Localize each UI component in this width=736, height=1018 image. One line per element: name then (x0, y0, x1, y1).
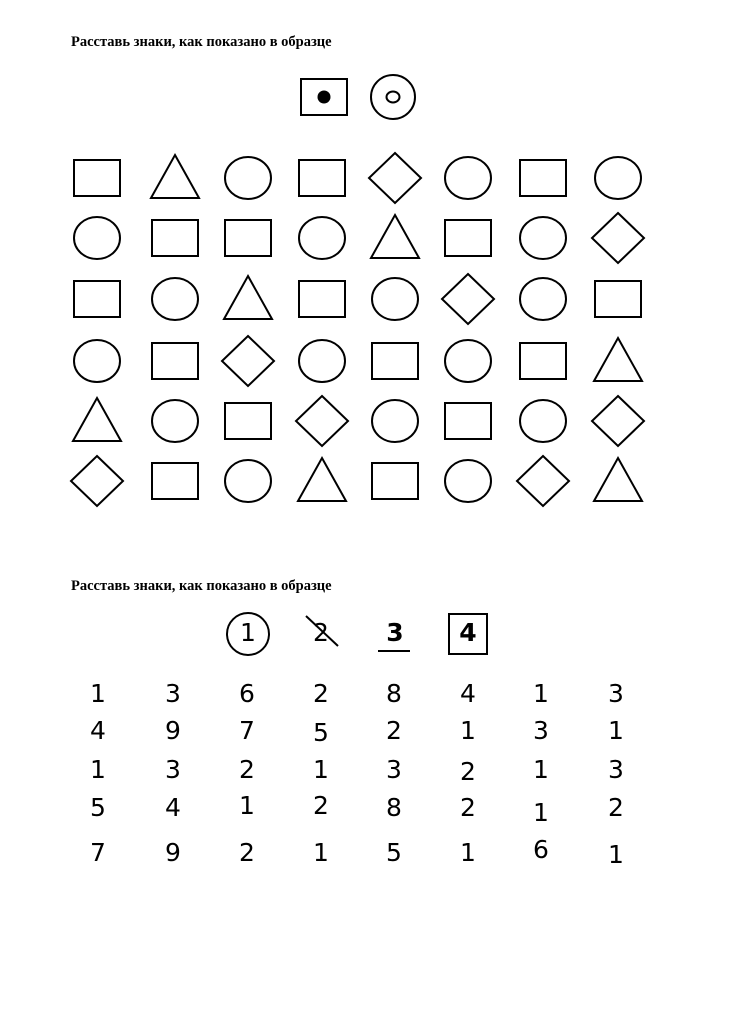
shape-circle (372, 400, 418, 442)
shape-circle (299, 217, 345, 259)
grid-number: 2 (239, 755, 255, 784)
grid-number: 4 (90, 716, 106, 745)
sample-digit: 2 (313, 618, 329, 647)
sample-dot (318, 91, 331, 104)
grid-number: 5 (313, 718, 329, 747)
shape-circle (445, 340, 491, 382)
shape-circle (520, 400, 566, 442)
shape-diamond (296, 396, 348, 446)
grid-number: 8 (386, 793, 402, 822)
shape-square (372, 463, 418, 499)
grid-number: 2 (460, 757, 476, 786)
grid-number: 5 (386, 838, 402, 867)
shape-circle (152, 278, 198, 320)
shape-circle (445, 460, 491, 502)
shape-circle (299, 340, 345, 382)
shape-circle (595, 157, 641, 199)
grid-number: 3 (386, 755, 402, 784)
shape-triangle (298, 458, 346, 501)
shape-diamond (71, 456, 123, 506)
grid-number: 1 (460, 716, 476, 745)
shape-diamond (442, 274, 494, 324)
shape-square (595, 281, 641, 317)
grid-number: 3 (608, 679, 624, 708)
shape-circle (74, 340, 120, 382)
grid-number: 7 (90, 838, 106, 867)
shape-square (152, 343, 198, 379)
grid-number: 1 (533, 679, 549, 708)
grid-number: 6 (239, 679, 255, 708)
shape-square (445, 403, 491, 439)
shape-square (520, 160, 566, 196)
grid-number: 1 (608, 840, 624, 869)
shape-triangle (594, 338, 642, 381)
grid-number: 1 (460, 838, 476, 867)
grid-number: 1 (313, 838, 329, 867)
shape-square (520, 343, 566, 379)
grid-number: 9 (165, 838, 181, 867)
shape-triangle (594, 458, 642, 501)
underline-mark (378, 650, 410, 652)
sample-underlined-number (370, 608, 420, 658)
grid-number: 3 (165, 755, 181, 784)
sample-square-with-dot (301, 79, 347, 115)
shape-circle (372, 278, 418, 320)
sample-circled-number (223, 608, 273, 658)
shape-triangle (151, 155, 199, 198)
shape-circle (520, 278, 566, 320)
grid-number: 2 (313, 679, 329, 708)
grid-number: 4 (460, 679, 476, 708)
shape-circle (152, 400, 198, 442)
shape-circle (445, 157, 491, 199)
shape-square (152, 463, 198, 499)
grid-number: 6 (533, 835, 549, 864)
shape-square (74, 281, 120, 317)
grid-number: 7 (239, 716, 255, 745)
grid-number: 1 (90, 679, 106, 708)
grid-number: 5 (90, 793, 106, 822)
shape-diamond (369, 153, 421, 203)
grid-number: 1 (608, 716, 624, 745)
sample-digit: 4 (459, 618, 477, 647)
grid-number: 2 (386, 716, 402, 745)
grid-number: 2 (239, 838, 255, 867)
grid-number: 3 (533, 716, 549, 745)
shape-square (225, 403, 271, 439)
shape-circle (520, 217, 566, 259)
shape-circle (225, 157, 271, 199)
shape-circle (74, 217, 120, 259)
shape-diamond (222, 336, 274, 386)
shape-diamond (592, 213, 644, 263)
grid-number: 1 (239, 791, 255, 820)
shape-square (299, 281, 345, 317)
grid-number: 2 (608, 793, 624, 822)
shape-square (372, 343, 418, 379)
sample-digit: 3 (386, 618, 404, 647)
shape-triangle (371, 215, 419, 258)
grid-number: 1 (533, 798, 549, 827)
task-1-title: Расставь знаки, как показано в образце (71, 34, 332, 50)
shape-square (445, 220, 491, 256)
sample-digit: 1 (240, 618, 256, 647)
shape-triangle (224, 276, 272, 319)
shape-triangle (73, 398, 121, 441)
task-2-title: Расставь знаки, как показано в образце (71, 578, 332, 594)
shape-square (74, 160, 120, 196)
grid-number: 4 (165, 793, 181, 822)
grid-number: 9 (165, 716, 181, 745)
strike-mark (296, 608, 346, 658)
shape-diamond (517, 456, 569, 506)
sample-crossed-number (296, 608, 346, 658)
circle-mark (226, 612, 270, 656)
shape-diamond (592, 396, 644, 446)
grid-number: 1 (533, 755, 549, 784)
sample-circle-with-ring (371, 75, 415, 119)
grid-number: 2 (460, 793, 476, 822)
grid-number: 3 (608, 755, 624, 784)
grid-number: 1 (313, 755, 329, 784)
shape-square (225, 220, 271, 256)
shape-circle (225, 460, 271, 502)
box-mark (448, 613, 488, 655)
shape-square (152, 220, 198, 256)
sample-boxed-number (443, 608, 493, 658)
grid-number: 2 (313, 791, 329, 820)
shape-square (299, 160, 345, 196)
grid-number: 1 (90, 755, 106, 784)
grid-number: 8 (386, 679, 402, 708)
grid-number: 3 (165, 679, 181, 708)
